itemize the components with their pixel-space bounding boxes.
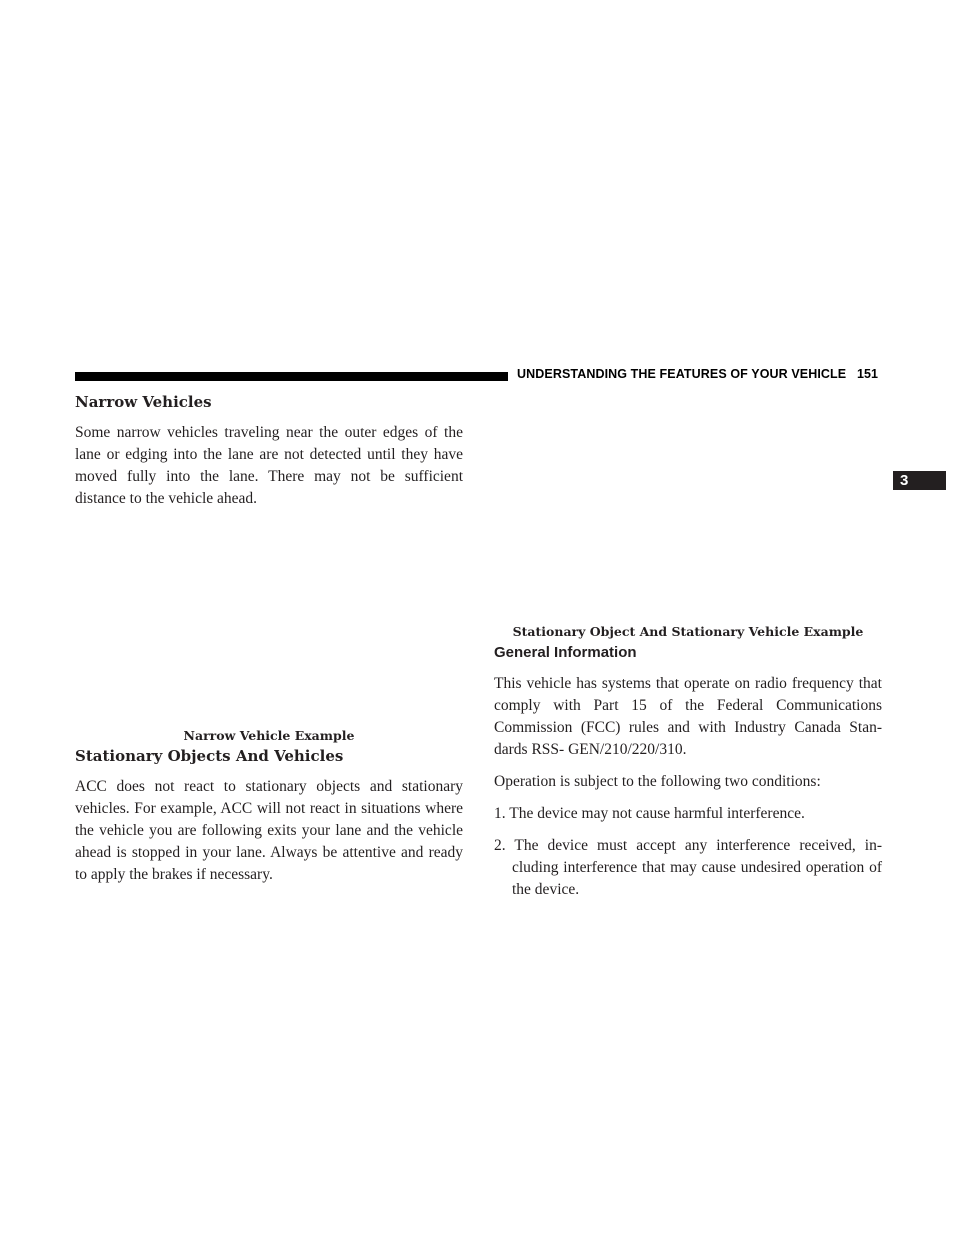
header-section-title: UNDERSTANDING THE FEATURES OF YOUR VEHICLE bbox=[517, 367, 847, 381]
condition-item-2: 2. The device must accept any interference received, in-cluding interference that may cause undesired operation of the device. bbox=[494, 837, 882, 898]
narrow-vehicles-text: Some narrow vehicles traveling near the outer edges of the lane or edging into the lane are not detected until they have moved fully into the lane. There may not be sufficient distance to the vehicle ahead. bbox=[75, 424, 463, 507]
stationary-objects-section bbox=[75, 746, 463, 886]
general-information-heading: General Information bbox=[494, 644, 637, 661]
stationary-vehicle-caption: Stationary Object And Stationary Vehicle Example bbox=[512, 624, 864, 639]
chapter-tab: 3 bbox=[893, 471, 946, 490]
general-information-text: This vehicle has systems that operate on radio frequency that comply with Part 15 of the Federal Communications Commission (FCC) rules and with Industry Canada Stan-dards RSS- GEN/210/220/310. bbox=[494, 675, 882, 758]
narrow-vehicle-caption: Narrow Vehicle Example bbox=[183, 728, 355, 743]
narrow-vehicles-section bbox=[75, 392, 463, 510]
running-header bbox=[517, 367, 878, 381]
header-rule bbox=[75, 372, 508, 381]
condition-item-1: 1. The device may not cause harmful interference. bbox=[494, 805, 805, 822]
conditions-intro: Operation is subject to the following two conditions: bbox=[494, 773, 821, 790]
page-number: 151 bbox=[856, 367, 879, 381]
narrow-vehicles-heading: Narrow Vehicles bbox=[75, 393, 212, 411]
stationary-objects-text: ACC does not react to stationary objects and stationary vehicles. For example, ACC will not react in situations where the vehicle you are following exits your lane and the vehicle ahead is stopped in your lane. Always be attentive and ready to apply the brakes if necessary. bbox=[75, 778, 463, 883]
general-information-section bbox=[494, 643, 882, 901]
stationary-objects-heading: Stationary Objects And Vehicles bbox=[75, 747, 344, 765]
